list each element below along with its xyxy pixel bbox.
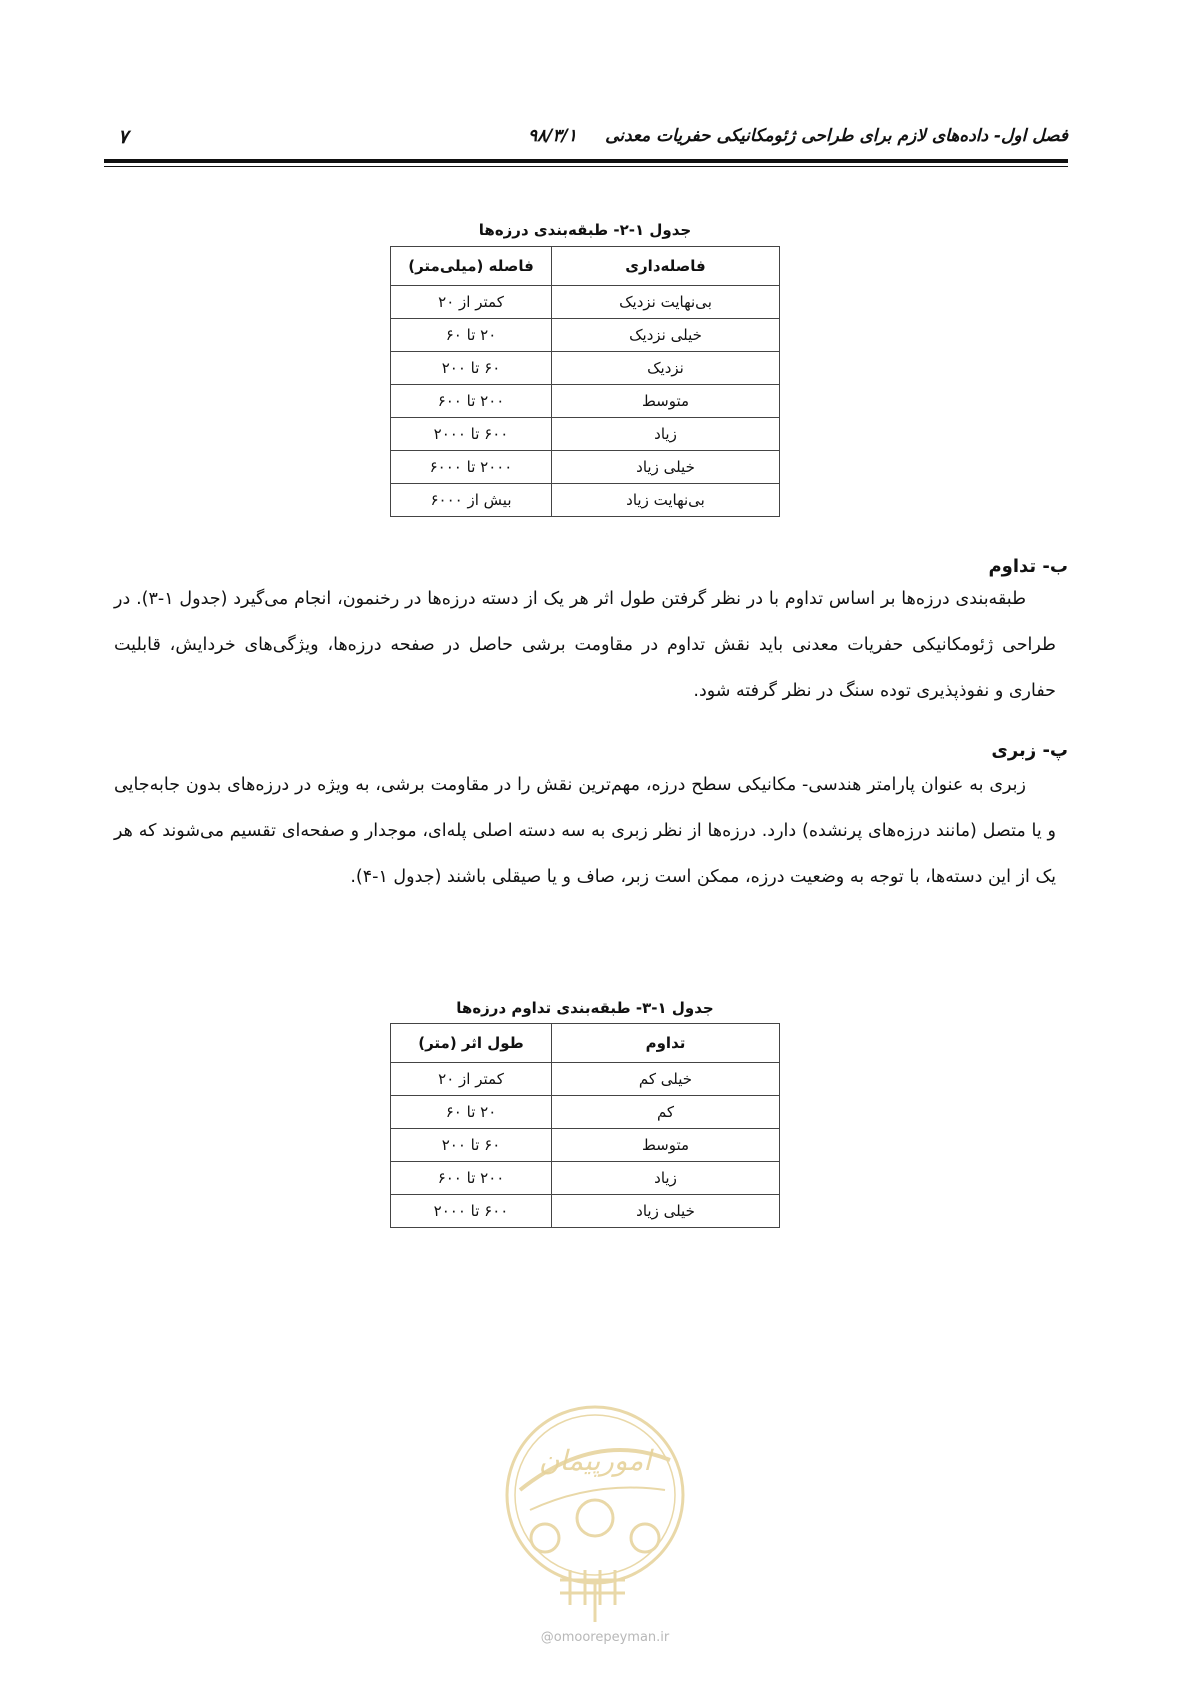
table-header-cell: فاصله‌داری: [552, 247, 780, 286]
table-cell: زیاد: [552, 418, 780, 451]
table-row: [391, 418, 780, 451]
header-rule-thick: [104, 159, 1068, 163]
table-header-cell: طول اثر (متر): [391, 1024, 552, 1063]
table-header-cell: فاصله (میلی‌متر): [391, 247, 552, 286]
table-row: [391, 385, 780, 418]
table-row: [391, 1096, 780, 1129]
section-p-heading: پ- زبری: [991, 740, 1068, 761]
header-rule-thin: [104, 166, 1068, 167]
table-header-cell: تداوم: [552, 1024, 780, 1063]
table-row: [391, 484, 780, 517]
table-cell: خیلی نزدیک: [552, 319, 780, 352]
table-cell: ۶۰ تا ۲۰۰: [391, 1129, 552, 1162]
table-cell: بیش از ۶۰۰۰: [391, 484, 552, 517]
watermark-logo-text: امورپیمان: [538, 1444, 652, 1477]
table-cell: متوسط: [552, 385, 780, 418]
table-row: [391, 352, 780, 385]
table-cell: ۲۰ تا ۶۰: [391, 1096, 552, 1129]
watermark-website: @omoorepeyman.ir: [540, 1630, 670, 1645]
table-cell: بی‌نهایت زیاد: [552, 484, 780, 517]
table-cell: ۶۰۰ تا ۲۰۰۰: [391, 1195, 552, 1228]
table-cell: کم: [552, 1096, 780, 1129]
table-cell: ۲۰۰ تا ۶۰۰: [391, 1162, 552, 1195]
table-row: [391, 1063, 780, 1096]
table-cell: زیاد: [552, 1162, 780, 1195]
table-row: [391, 451, 780, 484]
table-cell: خیلی زیاد: [552, 451, 780, 484]
header-date: ۹۸/۳/۱: [528, 126, 577, 146]
table-cell: ۶۰ تا ۲۰۰: [391, 352, 552, 385]
table-cell: نزدیک: [552, 352, 780, 385]
table-cell: ۲۰ تا ۶۰: [391, 319, 552, 352]
running-header: [104, 126, 1068, 156]
section-b-paragraph: طبقه‌بندی درزه‌ها بر اساس تداوم با در نظر گرفتن طول اثر هر یک از دسته درزه‌ها در رخنمون، انجام می‌گیرد (جدول ۱-۳). در طراحی ژئومکانیکی حفریات معدنی باید نقش تداوم در مقاومت برشی حاصل در صفحه درزه‌ها، ویژگی‌های خردایش، قابلیت حفاری و نفوذپذیری توده سنگ در نظر گرفته شود.: [114, 589, 1056, 701]
table-cell: خیلی زیاد: [552, 1195, 780, 1228]
table-cell: متوسط: [552, 1129, 780, 1162]
table-cell: کمتر از ۲۰: [391, 286, 552, 319]
joint-persistence-table: [390, 1023, 780, 1228]
section-p-paragraph: زبری به عنوان پارامتر هندسی- مکانیکی سطح درزه، مهم‌ترین نقش را در مقاومت برشی، به ویژه در درزه‌های بدون جابه‌جایی و یا متصل (مانند درزه‌های پرنشده) دارد. درزه‌ها از نظر زبری به سه دسته اصلی پله‌ای، موجدار و صفحه‌ای تقسیم می‌شوند که هر یک از این دسته‌ها، با توجه به وضعیت درزه، ممکن است زبر، صاف و یا صیقلی باشند (جدول ۱-۴).: [114, 775, 1056, 887]
page-number: ۷: [118, 126, 129, 148]
table2-caption: جدول ۱-۳- طبقه‌بندی تداوم درزه‌ها: [456, 999, 714, 1017]
table-row: [391, 1129, 780, 1162]
table-cell: خیلی کم: [552, 1063, 780, 1096]
table-row: [391, 1195, 780, 1228]
table-row: [391, 1162, 780, 1195]
section-b-heading: ب- تداوم: [988, 556, 1068, 577]
table-row: [391, 286, 780, 319]
table-cell: ۲۰۰ تا ۶۰۰: [391, 385, 552, 418]
table-cell: ۲۰۰۰ تا ۶۰۰۰: [391, 451, 552, 484]
table1-caption: جدول ۱-۲- طبقه‌بندی درزه‌ها: [478, 221, 692, 239]
chapter-title: فصل اول- داده‌های لازم برای طراحی ژئومکانیکی حفریات معدنی: [605, 126, 1068, 146]
watermark-logo: [500, 1390, 690, 1630]
table-header-row: [391, 1024, 780, 1063]
joint-spacing-table: [390, 246, 780, 517]
table-header-row: [391, 247, 780, 286]
table-row: [391, 319, 780, 352]
table-cell: بی‌نهایت نزدیک: [552, 286, 780, 319]
table-cell: کمتر از ۲۰: [391, 1063, 552, 1096]
table-cell: ۶۰۰ تا ۲۰۰۰: [391, 418, 552, 451]
